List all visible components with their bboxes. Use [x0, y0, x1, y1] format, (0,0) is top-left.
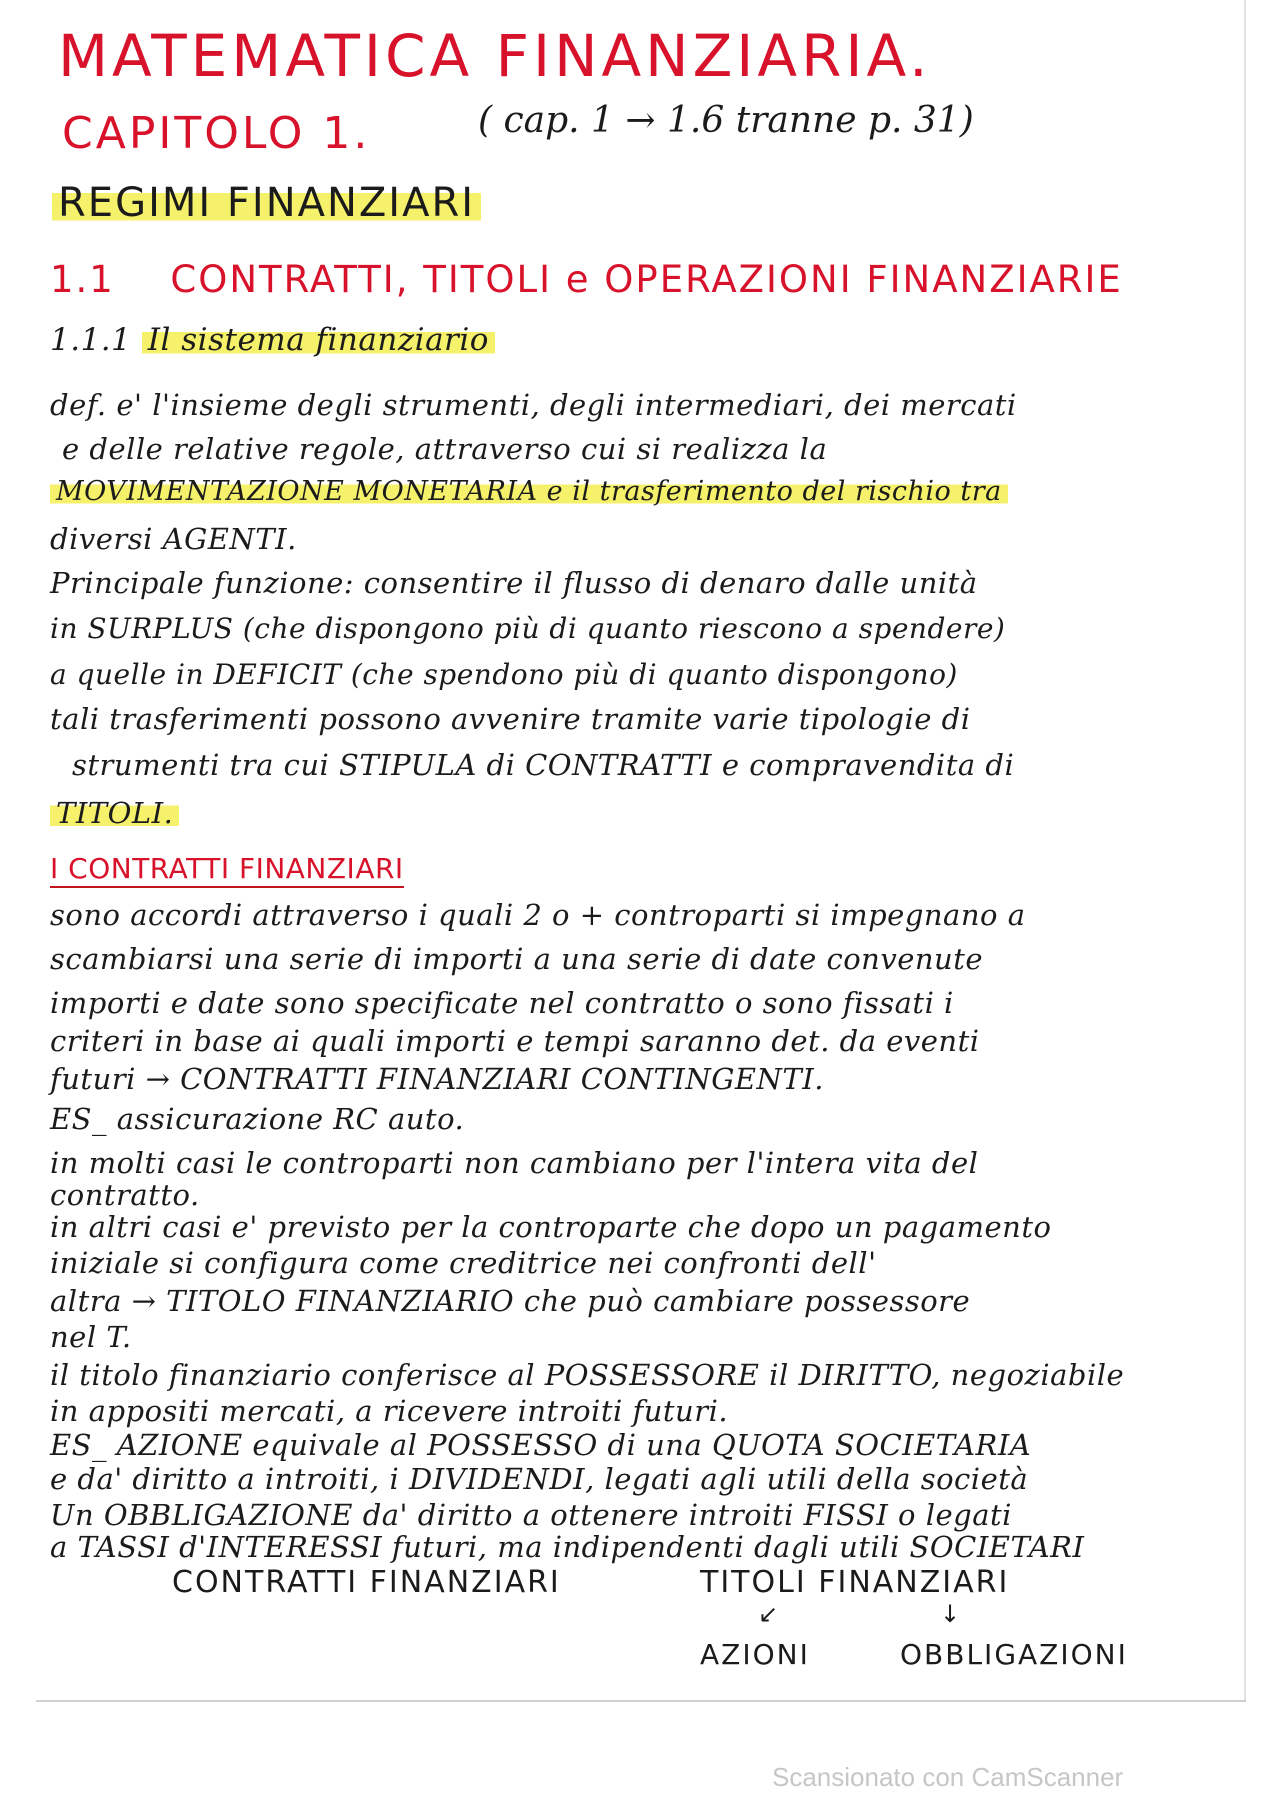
body-line: iniziale si configura come creditrice nei confronti dell'	[50, 1246, 877, 1280]
body-line: ES_ AZIONE equivale al POSSESSO di una QUOTA SOCIETARIA	[50, 1428, 1032, 1462]
body-line: in appositi mercati, a ricevere introiti futuri.	[50, 1394, 729, 1428]
diagram-obbligazioni-node: OBBLIGAZIONI	[900, 1638, 1128, 1671]
subsection-heading	[50, 258, 1123, 301]
body-line: contratto.	[50, 1178, 200, 1212]
body-line	[50, 476, 1008, 507]
body-line: e delle relative regole, attraverso cui si realizza la	[62, 432, 828, 466]
section-title	[52, 180, 481, 226]
body-line-highlight: TITOLI.	[50, 796, 179, 830]
page-title: MATEMATICA FINANZIARIA.	[58, 22, 932, 90]
body-line: Un OBBLIGAZIONE da' diritto a ottenere introiti FISSI o legati	[50, 1498, 1012, 1532]
body-line: a TASSI d'INTERESSI futuri, ma indipendenti dagli utili SOCIETARI	[50, 1530, 1085, 1564]
body-line: a quelle in DEFICIT (che spendono più di quanto dispongono)	[50, 658, 958, 691]
body-line: in altri casi e' previsto per la controparte che dopo un pagamento	[50, 1210, 1052, 1244]
camscanner-watermark: Scansionato con CamScanner	[772, 1762, 1124, 1792]
chapter-note: ( cap. 1 → 1.6 tranne p. 31)	[478, 100, 974, 141]
body-line: nel T.	[50, 1320, 132, 1354]
body-line: diversi AGENTI.	[50, 522, 297, 556]
page-edge-bottom	[36, 1700, 1246, 1702]
arrow-down-left-icon: ↙	[758, 1600, 779, 1628]
subsection-number: 1.1	[50, 258, 115, 301]
chapter-label: CAPITOLO 1.	[62, 108, 371, 159]
contracts-heading-text: I CONTRATTI FINANZIARI	[50, 852, 404, 888]
body-line-highlight: MOVIMENTAZIONE MONETARIA e il trasferimento del rischio tra	[50, 476, 1008, 507]
contracts-heading	[50, 852, 404, 885]
diagram-titles-node: TITOLI FINANZIARI	[700, 1565, 1010, 1600]
subsubsection-title: Il sistema finanziario	[142, 322, 495, 358]
subsubsection-heading	[50, 322, 495, 358]
body-line: criteri in base ai quali importi e tempi saranno det. da eventi	[50, 1024, 980, 1058]
body-line: importi e date sono specificate nel contratto o sono fissati i	[50, 986, 954, 1020]
body-line	[50, 796, 179, 830]
body-line: strumenti tra cui STIPULA di CONTRATTI e compravendita di	[72, 748, 1015, 782]
section-title-text: REGIMI FINANZIARI	[52, 180, 481, 226]
body-line: altra → TITOLO FINANZIARIO che può cambiare possessore	[50, 1284, 971, 1318]
body-line: tali trasferimenti possono avvenire tramite varie tipologie di	[50, 702, 971, 736]
diagram-azioni-node: AZIONI	[700, 1638, 810, 1671]
subsubsection-number: 1.1.1	[50, 322, 132, 358]
body-line: il titolo finanziario conferisce al POSSESSORE il DIRITTO, negoziabile	[50, 1358, 1125, 1392]
body-line: in SURPLUS (che dispongono più di quanto riescono a spendere)	[50, 612, 1006, 645]
body-line: def. e' l'insieme degli strumenti, degli intermediari, dei mercati	[50, 388, 1017, 422]
body-line: scambiarsi una serie di importi a una serie di date convenute	[50, 942, 984, 976]
diagram-contracts-node: CONTRATTI FINANZIARI	[172, 1565, 561, 1600]
body-line: sono accordi attraverso i quali 2 o + controparti si impegnano a	[50, 898, 1026, 932]
body-line: e da' diritto a introiti, i DIVIDENDI, legati agli utili della società	[50, 1462, 1029, 1496]
body-line: ES_ assicurazione RC auto.	[50, 1102, 465, 1136]
body-line: in molti casi le controparti non cambiano per l'intera vita del	[50, 1146, 979, 1180]
body-line: futuri → CONTRATTI FINANZIARI CONTINGENTI.	[50, 1062, 824, 1096]
subsection-title: CONTRATTI, TITOLI e OPERAZIONI FINANZIARIE	[170, 258, 1123, 301]
body-line: Principale funzione: consentire il flusso di denaro dalle unità	[50, 566, 978, 600]
arrow-down-icon: ↓	[940, 1600, 961, 1628]
page-edge-right	[1244, 0, 1246, 1700]
